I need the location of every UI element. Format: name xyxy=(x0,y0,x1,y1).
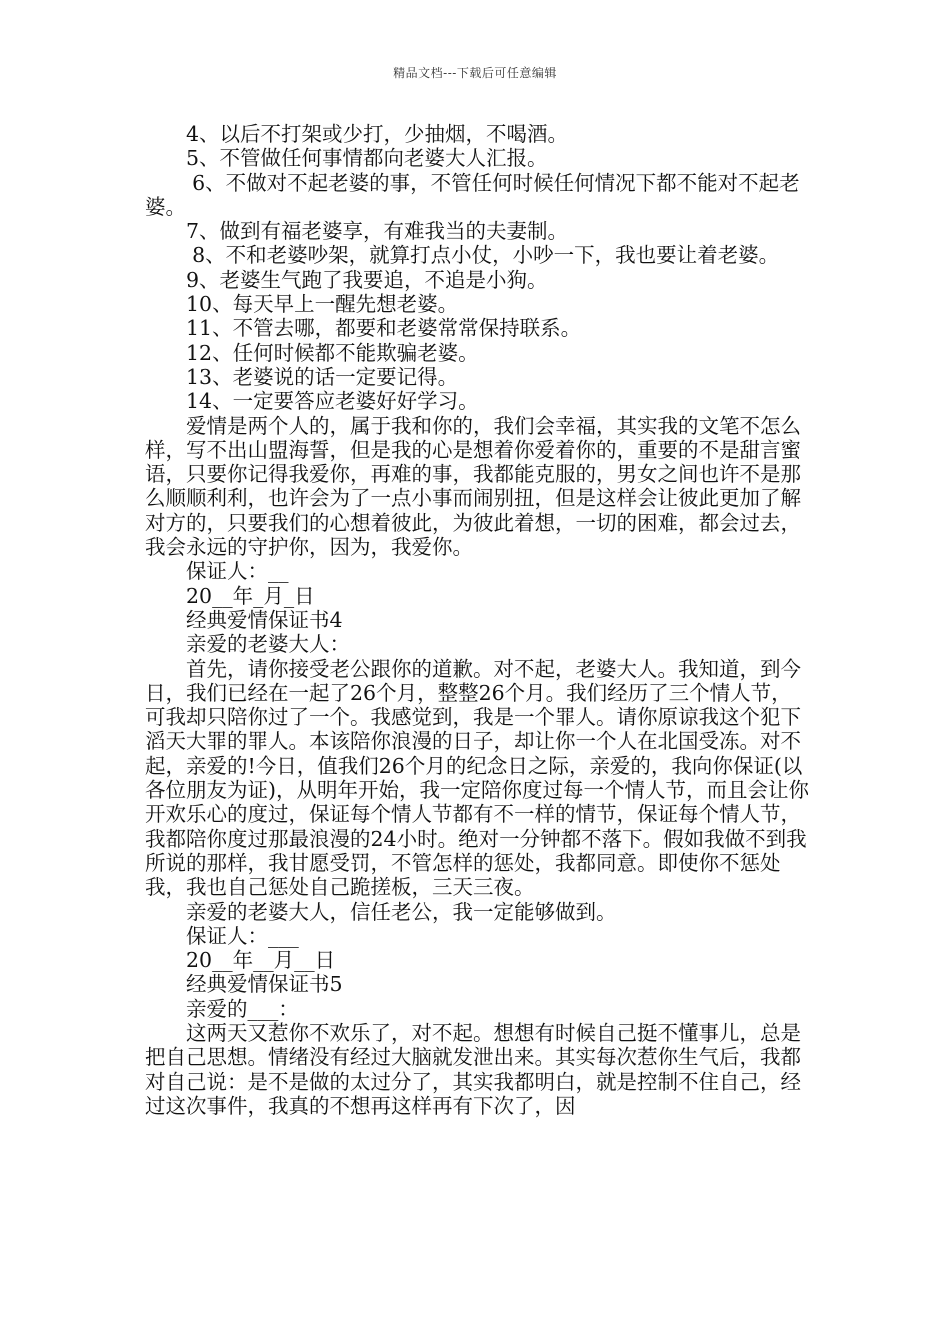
salutation: 亲爱的___： xyxy=(186,996,299,1021)
document-body xyxy=(145,122,811,1118)
paragraph: 9、老婆生气跑了我要追，不追是小狗。 xyxy=(186,267,548,292)
signature-line: 保证人：___ xyxy=(186,923,299,948)
paragraph: 亲爱的老婆大人，信任老公，我一定能够做到。 xyxy=(186,899,617,924)
date-line: 20__年_月_日 xyxy=(186,583,315,608)
paragraph: 14、一定要答应老婆好好学习。 xyxy=(186,389,479,414)
date-line: 20__年__月__日 xyxy=(186,948,336,973)
paragraph: 8、不和老婆吵架，就算打点小仗，小吵一下，我也要让着老婆。 xyxy=(192,243,780,268)
paragraph: 5、不管做任何事情都向老婆大人汇报。 xyxy=(186,146,548,171)
paragraph: 爱情是两个人的，属于我和你的，我们会幸福，其实我的文笔不怎么样，写不出山盟海誓，但是我的心是想着你爱着你的，重要的不是甜言蜜语，只要你记得我爱你，再难的事，我都能克服的，男女之间也许不是那么顺顺利利，也许会为了一点小事而闹别扭，但是这样会让彼此更加了解对方的，只要我们的心想着彼此，为彼此着想，一切的困难，都会过去，我会永远的守护你，因为，我爱你。 xyxy=(145,413,801,560)
paragraph: 6、不做对不起老婆的事，不管任何时候任何情况下都不能对不起老婆。 xyxy=(145,170,800,219)
paragraph: 4、以后不打架或少打，少抽烟，不喝酒。 xyxy=(186,122,569,146)
section-title: 经典爱情保证书5 xyxy=(186,972,343,997)
paragraph: 13、老婆说的话一定要记得。 xyxy=(186,364,459,389)
paragraph: 11、不管去哪，都要和老婆常常保持联系。 xyxy=(186,316,582,341)
section-title: 经典爱情保证书4 xyxy=(186,607,343,632)
paragraph: 7、做到有福老婆享，有难我当的夫妻制。 xyxy=(186,219,569,244)
paragraph: 10、每天早上一醒先想老婆。 xyxy=(186,292,459,317)
paragraph: 这两天又惹你不欢乐了，对不起。想想有时候自己挺不懂事儿，总是把自己思想。情绪没有经过大脑就发泄出来。其实每次惹你生气后，我都对自己说：是不是做的太过分了，其实我都明白，就是控制不住自己，经过这次事件，我真的不想再这样再有下次了，因 xyxy=(145,1020,801,1118)
paragraph: 12、任何时候都不能欺骗老婆。 xyxy=(186,340,479,365)
signature-line: 保证人：__ xyxy=(186,559,289,584)
page-header: 精品文档---下载后可任意编辑 xyxy=(393,66,557,80)
salutation: 亲爱的老婆大人： xyxy=(186,632,350,657)
paragraph: 首先，请你接受老公跟你的道歉。对不起，老婆大人。我知道，到今日，我们已经在一起了26个月，整整26个月。我们经历了三个情人节，可我却只陪你过了一个。我感觉到，我是一个罪人。请你原谅我这个犯下滔天大罪的罪人。本该陪你浪漫的日子，却让你一个人在北国受冻。对不起，亲爱的!今日，值我们26个月的纪念日之际，亲爱的，我向你保证(以各位朋友为证)，从明年开始，我一定陪你度过每一个情人节，而且会让你开欢乐心的度过，保证每个情人节都有不一样的情节，保证每个情人节，我都陪你度过那最浪漫的24小时。绝对一分钟都不落下。假如我做不到我所说的那样，我甘愿受罚，不管怎样的惩处，我都同意。即使你不惩处我，我也自己惩处自己跪搓板，三天三夜。 xyxy=(145,656,809,900)
